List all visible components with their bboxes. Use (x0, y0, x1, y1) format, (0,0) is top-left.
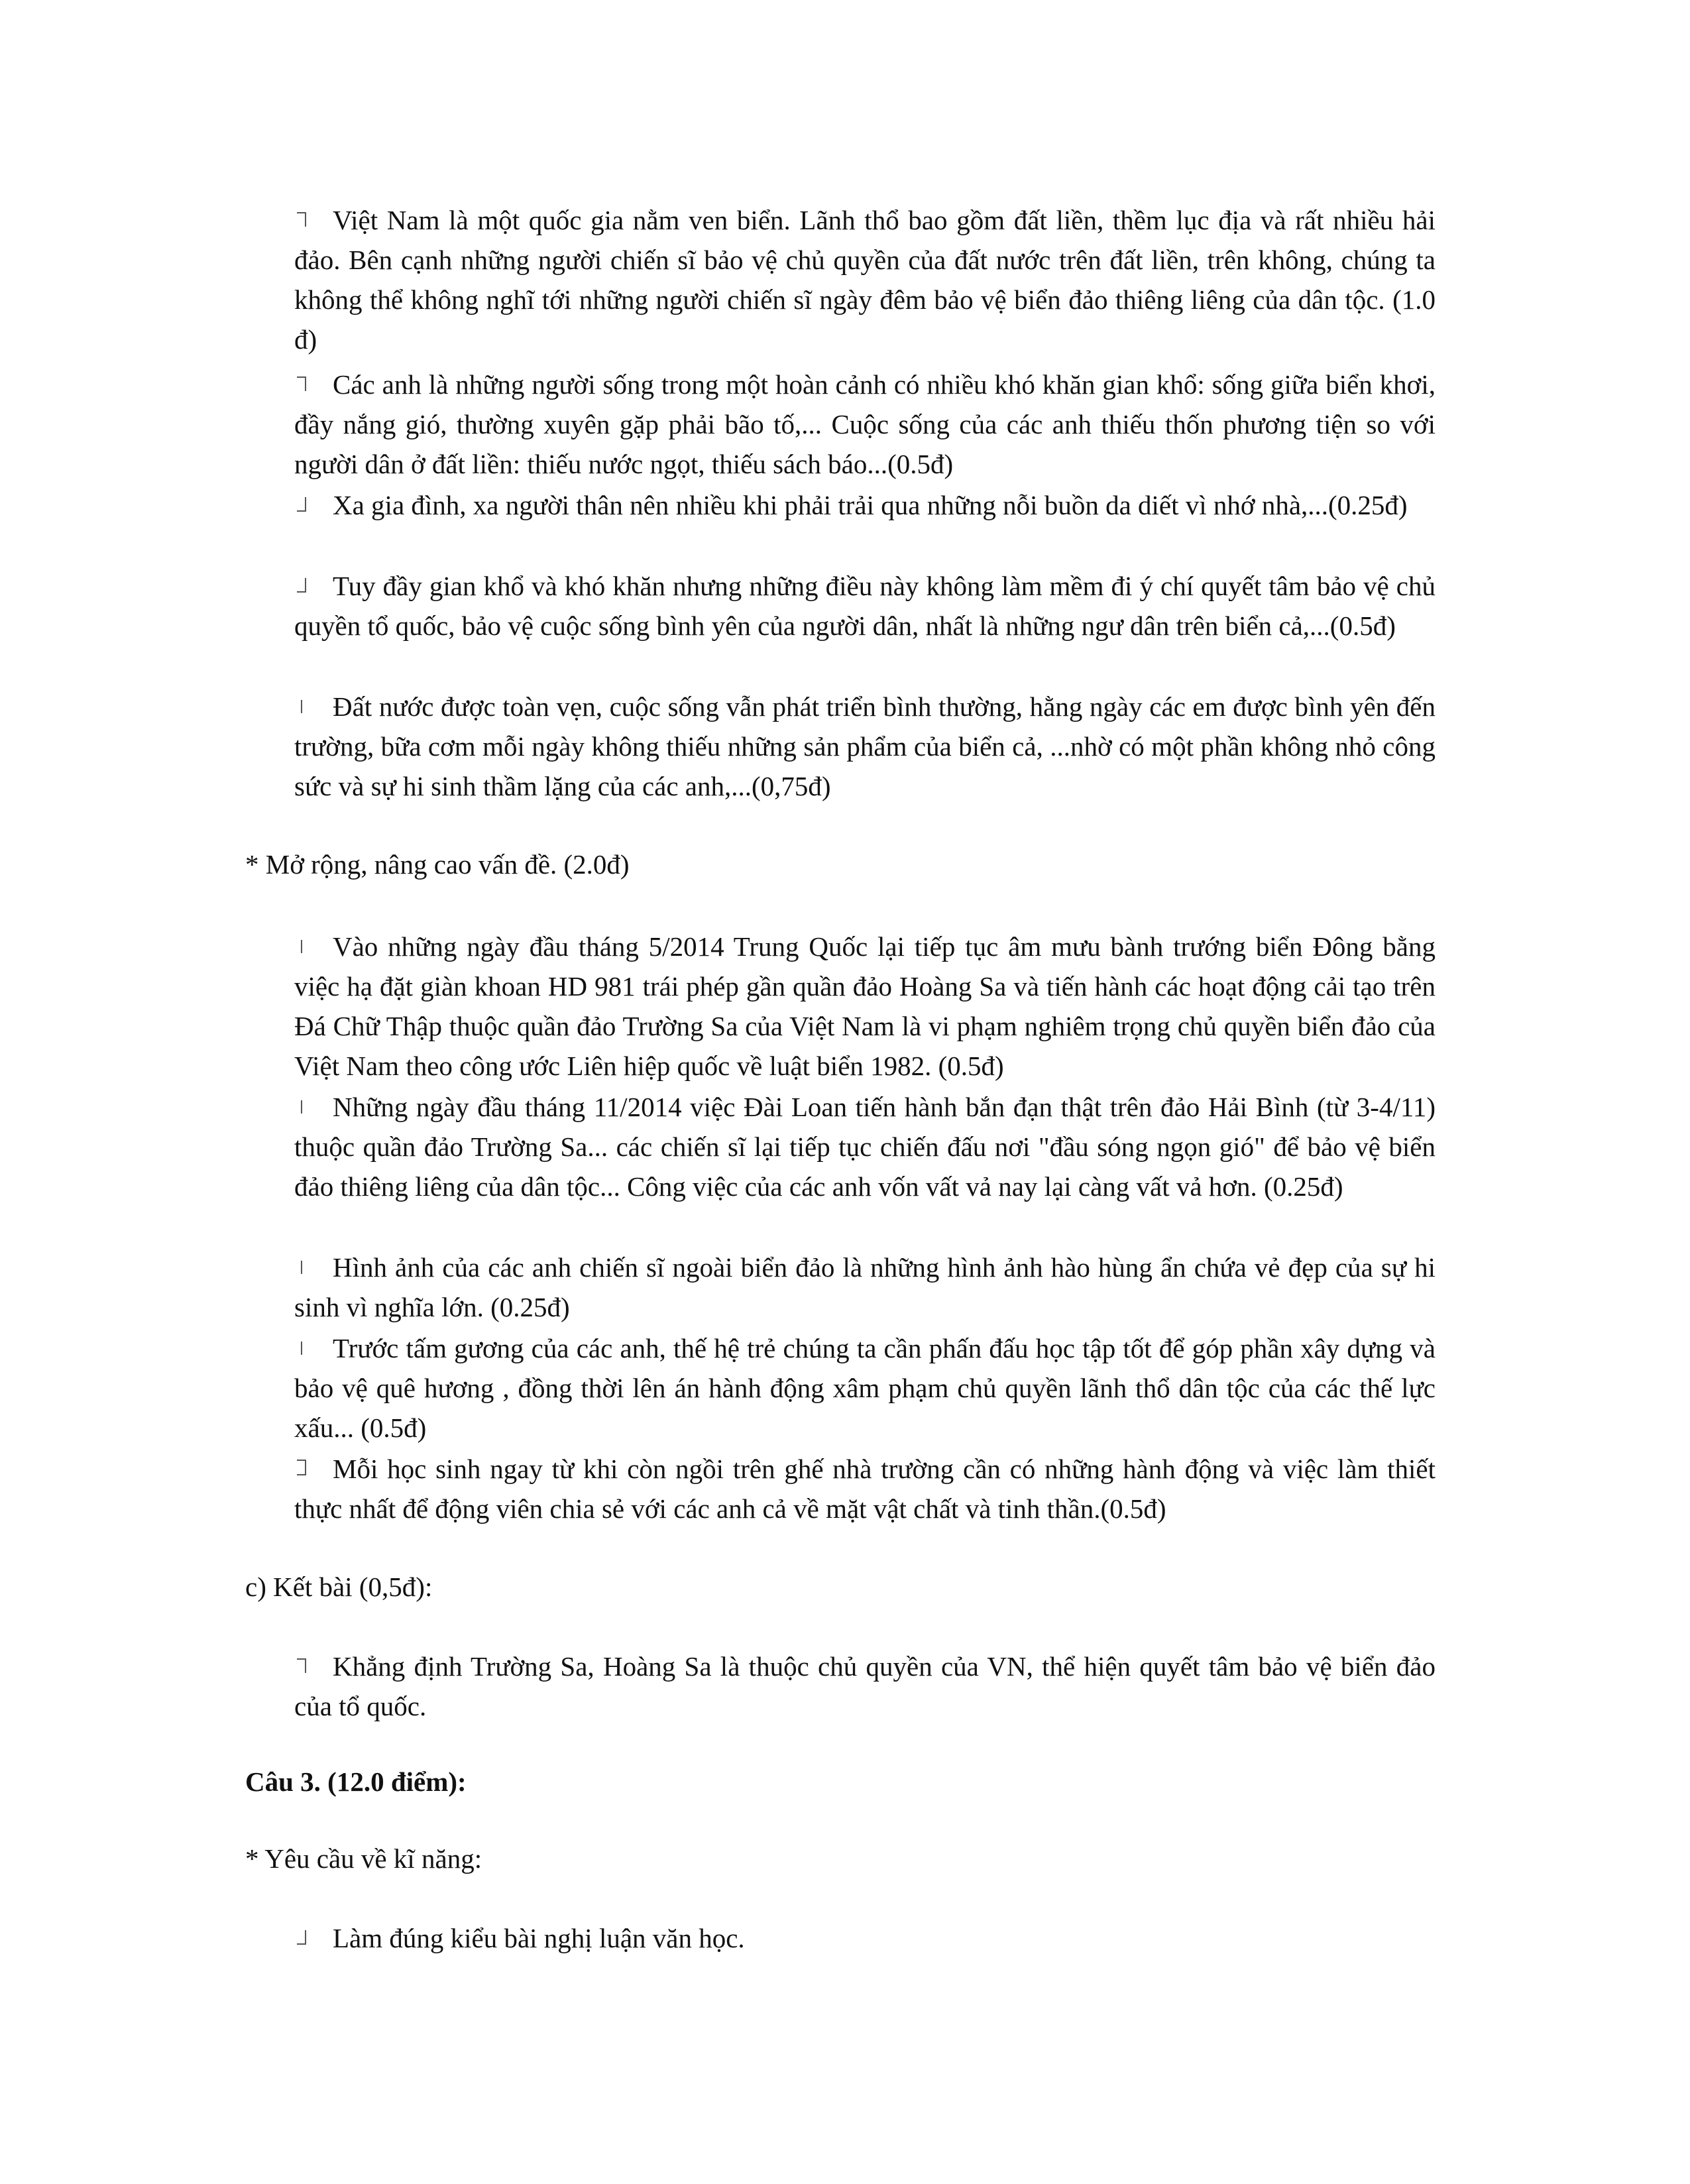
paragraph-text: Xa gia đình, xa người thân nên nhiều khi phải trải qua những nỗi buồn da diết vì nhớ nhà,...(0.25đ) (333, 490, 1408, 520)
section-heading: c) Kết bài (0,5đ): (245, 1572, 433, 1602)
corner-tr-bullet-icon (294, 1646, 333, 1686)
section-heading: * Yêu cầu về kĩ năng: (245, 1843, 482, 1874)
paragraph-text: Những ngày đầu tháng 11/2014 việc Đài Loan tiến hành bắn đạn thật trên đảo Hải Bình (từ 3-4/11) thuộc quần đảo Trường Sa... các chiến sĩ lại tiếp tục chiến đấu nơi "đầu sóng ngọn gió" để bảo vệ biển đảo thiêng liêng của dân tộc... Công việc của các anh vốn vất vả nay lại càng vất vả hơn. (0.25đ) (294, 1092, 1436, 1202)
bar-bullet-icon (294, 687, 333, 726)
paragraph-text: Trước tấm gương của các anh, thế hệ trẻ chúng ta cần phấn đấu học tập tốt để góp phần xây dựng và bảo vệ quê hương , đồng thời lên án hành động xâm phạm chủ quyền lãnh thổ dân tộc của các thế lực xấu... (0.5đ) (294, 1333, 1436, 1443)
paragraph-text: Làm đúng kiểu bài nghị luận văn học. (333, 1923, 745, 1953)
section-heading: * Mở rộng, nâng cao vấn đề. (2.0đ) (245, 849, 630, 880)
paragraph (294, 200, 1436, 359)
box-bullet-icon (294, 1449, 333, 1489)
paragraph (294, 1328, 1436, 1448)
paragraph-text: Mỗi học sinh ngay từ khi còn ngồi trên ghế nhà trường cần có những hành động và việc làm thiết thực nhất để động viên chia sẻ với các anh cả về mặt vật chất và tinh thần.(0.5đ) (294, 1454, 1436, 1524)
bar-bullet-icon (294, 927, 333, 966)
bar-bullet-icon (294, 1087, 333, 1127)
paragraph (294, 1247, 1436, 1327)
paragraph (294, 927, 1436, 1086)
paragraph (294, 1918, 1436, 1958)
paragraph-text: Hình ảnh của các anh chiến sĩ ngoài biển đảo là những hình ảnh hào hùng ẩn chứa vẻ đẹp của sự hi sinh vì nghĩa lớn. (0.25đ) (294, 1252, 1436, 1322)
paragraph-text: Tuy đầy gian khổ và khó khăn nhưng những điều này không làm mềm đi ý chí quyết tâm bảo vệ chủ quyền tổ quốc, bảo vệ cuộc sống bình yên của người dân, nhất là những ngư dân trên biển cả,...(0.5đ) (294, 571, 1436, 641)
bar-bullet-icon (294, 1328, 333, 1368)
paragraph (294, 485, 1436, 525)
paragraph-text: Vào những ngày đầu tháng 5/2014 Trung Quốc lại tiếp tục âm mưu bành trướng biển Đông bằng việc hạ đặt giàn khoan HD 981 trái phép gần quần đảo Hoàng Sa và tiến hành các hoạt động cải tạo trên Đá Chữ Thập thuộc quần đảo Trường Sa của Việt Nam là vi phạm nghiêm trọng chủ quyền biển đảo của Việt Nam theo công ước Liên hiệp quốc về luật biển 1982. (0.5đ) (294, 931, 1436, 1081)
paragraph (294, 687, 1436, 806)
paragraph (294, 1449, 1436, 1528)
corner-tr-bullet-icon (294, 200, 333, 240)
corner-br-bullet-icon (294, 1918, 333, 1958)
paragraph (294, 365, 1436, 484)
paragraph-text: Việt Nam là một quốc gia nằm ven biển. Lãnh thổ bao gồm đất liền, thềm lục địa và rất nhiều hải đảo. Bên cạnh những người chiến sĩ bảo vệ chủ quyền của đất nước trên đất liền, trên không, chúng ta không thể không nghĩ tới những người chiến sĩ ngày đêm bảo vệ biển đảo thiêng liêng của dân tộc. (1.0 đ) (294, 205, 1436, 355)
bar-bullet-icon (294, 1247, 333, 1287)
paragraph-text: Đất nước được toàn vẹn, cuộc sống vẫn phát triển bình thường, hằng ngày các em được bình yên đến trường, bữa cơm mỗi ngày không thiếu những sản phẩm của biển cả, ...nhờ có một phần không nhỏ công sức và sự hi sinh thầm lặng của các anh,...(0,75đ) (294, 691, 1436, 801)
question-heading: Câu 3. (12.0 điểm): (245, 1766, 467, 1797)
corner-br-bullet-icon (294, 485, 333, 525)
paragraph (294, 566, 1436, 646)
corner-tr-bullet-icon (294, 365, 333, 404)
paragraph (294, 1087, 1436, 1206)
paragraph-text: Các anh là những người sống trong một hoàn cảnh có nhiều khó khăn gian khổ: sống giữa biển khơi, đầy nắng gió, thường xuyên gặp phải bão tố,... Cuộc sống của các anh thiếu thốn phương tiện so với người dân ở đất liền: thiếu nước ngọt, thiếu sách báo...(0.5đ) (294, 369, 1436, 479)
paragraph-text: Khẳng định Trường Sa, Hoàng Sa là thuộc chủ quyền của VN, thể hiện quyết tâm bảo vệ biển đảo của tổ quốc. (294, 1651, 1436, 1721)
paragraph (294, 1646, 1436, 1726)
corner-br-bullet-icon (294, 566, 333, 606)
